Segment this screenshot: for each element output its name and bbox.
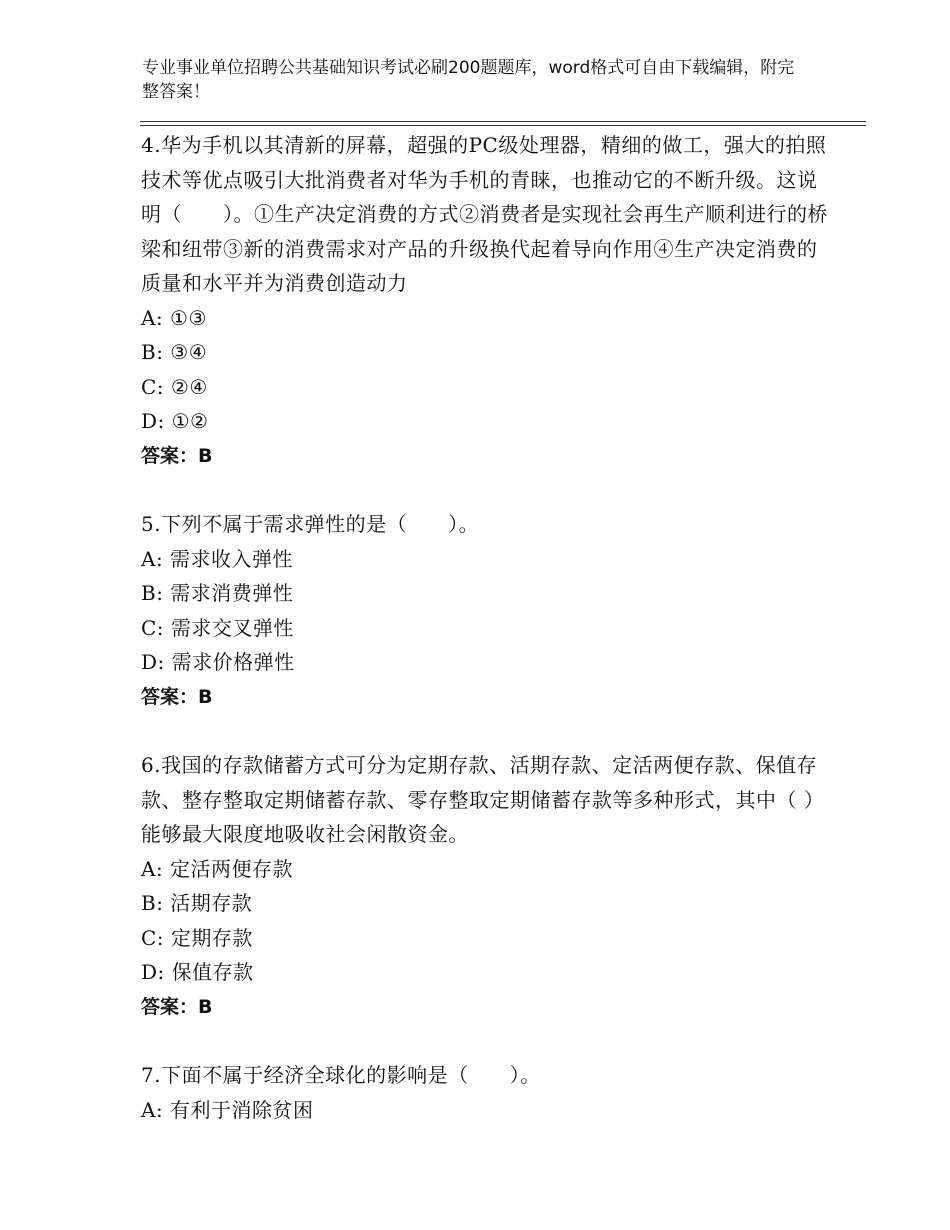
option-b: B: ③④ xyxy=(141,340,208,364)
option-a: A: 定活两便存款 xyxy=(141,856,294,881)
question-stem: 6.我国的存款储蓄方式可分为定期存款、活期存款、定活两便存款、保值存款、整存整取定期储蓄存款、零存整取定期储蓄存款等多种形式，其中（ ）能够最大限度地吸收社会闲散资金。 xyxy=(141,753,825,846)
option-d: D: 需求价格弹性 xyxy=(141,650,295,674)
option-a: A: 有利于消除贫困 xyxy=(141,1097,314,1122)
option-d: D: ①② xyxy=(141,409,209,433)
option-a: A: 需求收入弹性 xyxy=(141,546,294,571)
option-a: A: ①③ xyxy=(141,305,207,330)
answer-label: 答案：B xyxy=(141,685,213,708)
option-b: B: 活期存款 xyxy=(141,891,253,915)
question-stem: 4.华为手机以其清新的屏幕，超强的PC级处理器，精细的做工，强大的拍照技术等优点吸引大批消费者对华为手机的青睐，也推动它的不断升级。这说明（ ）。①生产决定消费的方式②消费者是实现社会再生产顺利进行的桥梁和纽带③新的消费需求对产品的升级换代起着导向作用④生产决定消费的质量和水平并为消费创造动力 xyxy=(141,133,828,295)
question-4 xyxy=(141,128,831,473)
question-6 xyxy=(141,748,831,1024)
option-b: B: 需求消费弹性 xyxy=(141,581,294,605)
option-c: C: 定期存款 xyxy=(141,925,253,950)
header-divider-bottom xyxy=(140,125,866,126)
question-7 xyxy=(141,1058,831,1127)
option-c: C: ②④ xyxy=(141,374,208,399)
document-header: 专业事业单位招聘公共基础知识考试必刷200题题库，word格式可自由下载编辑，附完整答案！ xyxy=(142,58,795,102)
option-c: C: 需求交叉弹性 xyxy=(141,615,294,640)
answer-label: 答案：B xyxy=(141,995,213,1018)
answer-label: 答案：B xyxy=(141,444,213,467)
question-stem: 7.下面不属于经济全球化的影响是（ ）。 xyxy=(141,1063,541,1087)
header-divider-top xyxy=(140,121,866,122)
option-d: D: 保值存款 xyxy=(141,960,254,984)
question-stem: 5.下列不属于需求弹性的是（ ）。 xyxy=(141,512,480,536)
question-list xyxy=(141,128,831,1161)
question-5 xyxy=(141,507,831,714)
